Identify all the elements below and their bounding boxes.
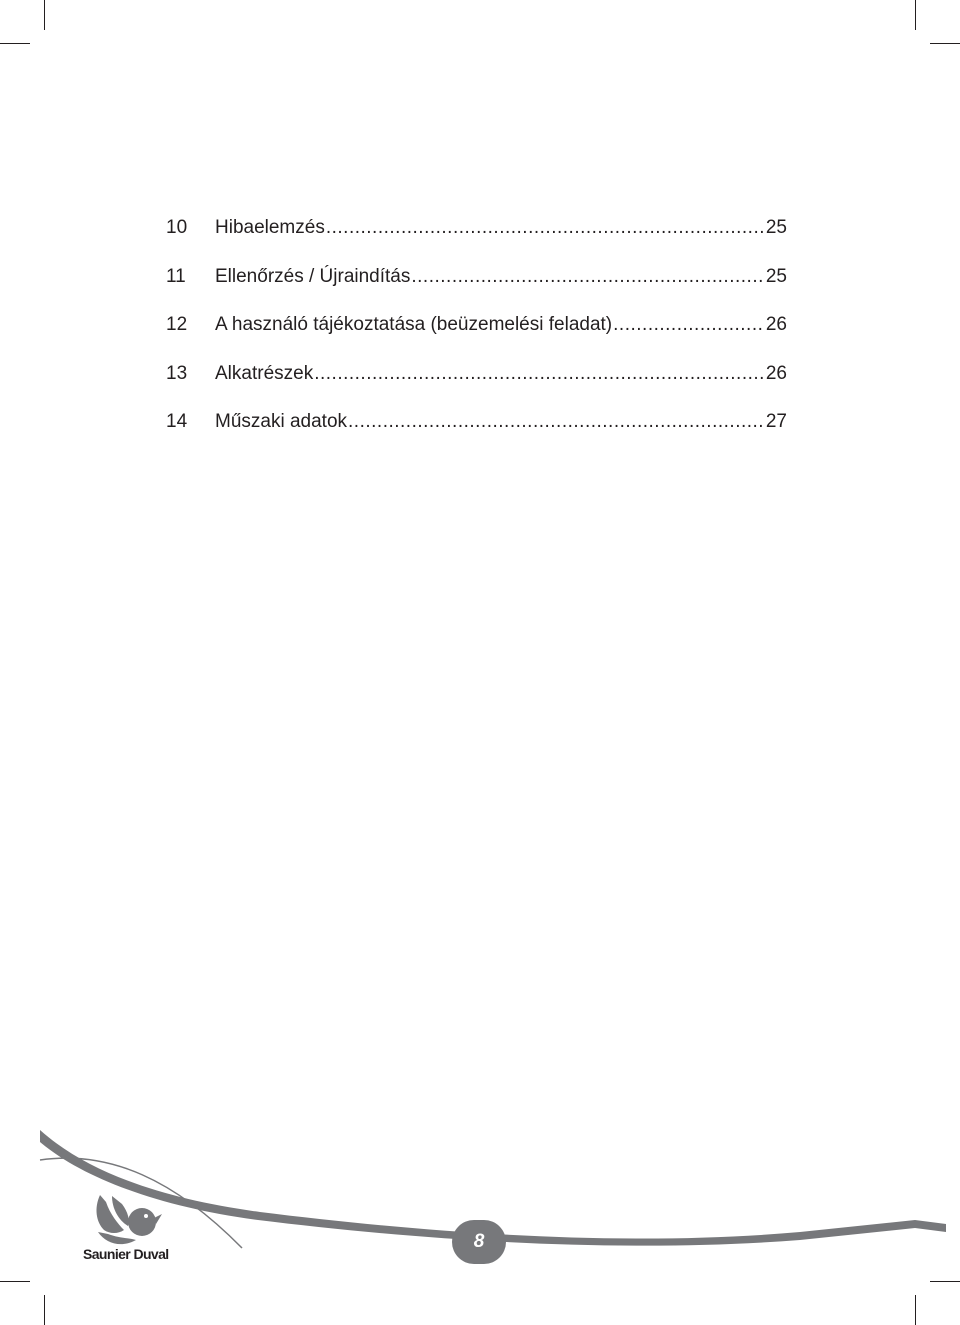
crop-mark-top-right-horizontal	[930, 43, 960, 44]
toc-entry-title: A használó tájékoztatása (beüzemelési feladat)	[215, 314, 613, 336]
toc-entry-number: 11	[166, 265, 186, 287]
toc-entry-title: Ellenőrzés / Újraindítás	[215, 265, 411, 287]
crop-mark-bottom-right-vertical	[915, 1295, 916, 1325]
table-of-contents	[166, 214, 787, 457]
toc-dot-leader	[314, 360, 765, 388]
toc-entry-title: Alkatrészek	[215, 362, 314, 384]
crop-mark-top-right-vertical	[915, 0, 916, 30]
crop-mark-bottom-left-vertical	[44, 1295, 45, 1325]
crop-mark-top-left-vertical	[44, 0, 45, 30]
crop-mark-bottom-left-horizontal	[0, 1281, 30, 1282]
toc-entry-number: 10	[166, 217, 188, 238]
toc-entry-title: Hibaelemzés	[215, 217, 325, 238]
toc-entry-page: 26	[765, 362, 787, 384]
crop-mark-bottom-right-horizontal	[930, 1281, 960, 1282]
toc-entry-title: Műszaki adatok	[215, 411, 348, 433]
toc-entry[interactable]	[166, 214, 787, 263]
toc-entry[interactable]	[166, 311, 787, 360]
toc-dot-leader	[326, 214, 765, 242]
toc-dot-leader	[411, 263, 764, 291]
toc-entry[interactable]	[166, 408, 787, 457]
crop-mark-top-left-horizontal	[0, 43, 30, 44]
toc-entry[interactable]	[166, 360, 787, 409]
brand-name: Saunier Duval	[83, 1246, 169, 1262]
toc-entry-page: 25	[765, 217, 787, 238]
toc-entry-page: 26	[765, 314, 787, 336]
toc-entry[interactable]	[166, 263, 787, 312]
toc-entry-page: 25	[765, 265, 787, 287]
toc-entry-number: 12	[166, 314, 188, 336]
toc-dot-leader	[613, 311, 765, 339]
toc-dot-leader	[348, 408, 765, 436]
toc-entry-number: 14	[166, 411, 188, 433]
page-number-badge	[452, 1220, 506, 1264]
toc-entry-number: 13	[166, 362, 188, 384]
toc-entry-page: 27	[765, 411, 787, 433]
page-number: 8	[473, 1231, 485, 1252]
